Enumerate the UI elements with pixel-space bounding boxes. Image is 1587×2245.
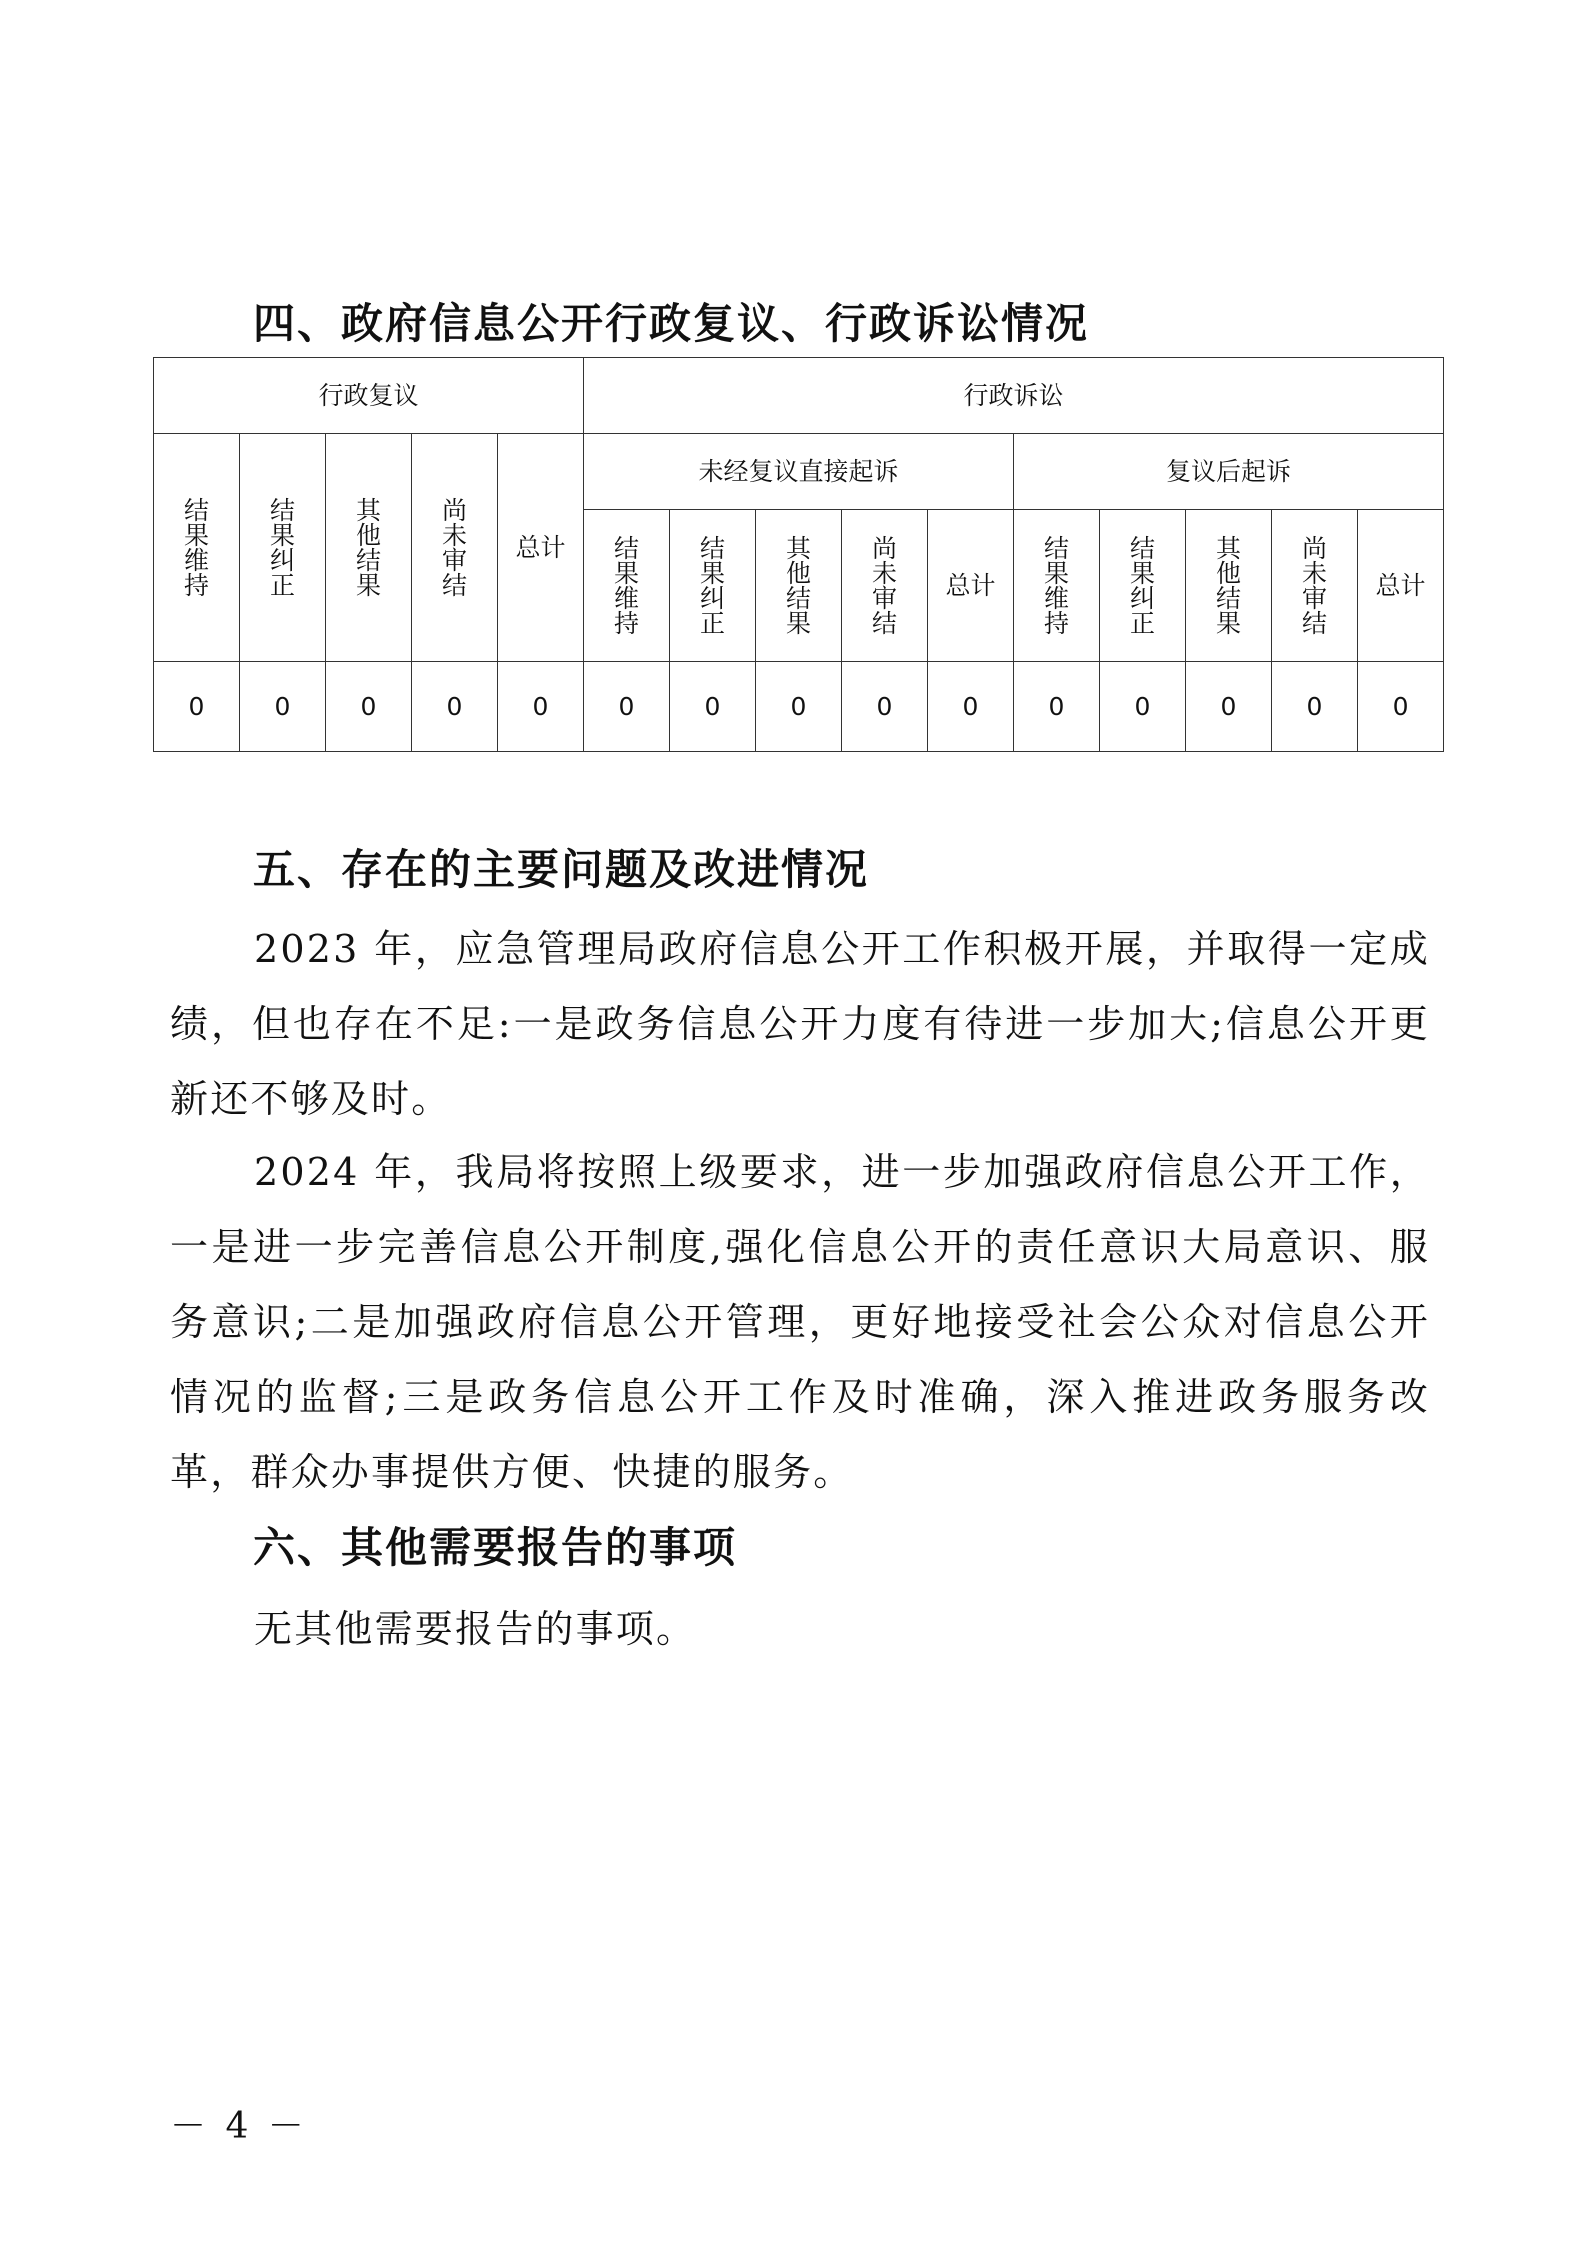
review-col-correct (240, 434, 326, 662)
review-col-pending-label: 尚未审结 (441, 495, 467, 600)
value-cell: 0 (756, 662, 842, 752)
review-col-maintain (154, 434, 240, 662)
value-cell: 0 (842, 662, 928, 752)
direct-col-pending (842, 510, 928, 662)
after-col-maintain (1014, 510, 1100, 662)
header-administrative-review: 行政复议 (154, 358, 584, 434)
section-6-paragraph: 无其他需要报告的事项。 (254, 1607, 697, 1651)
value-cell: 0 (1358, 662, 1444, 752)
value-cell: 0 (1014, 662, 1100, 752)
section-4-heading: 四、政府信息公开行政复议、行政诉讼情况 (253, 299, 1090, 348)
header-direct-lawsuit: 未经复议直接起诉 (584, 434, 1014, 510)
header-administrative-litigation: 行政诉讼 (584, 358, 1444, 434)
section-6-heading: 六、其他需要报告的事项 (253, 1523, 738, 1572)
value-cell: 0 (412, 662, 498, 752)
section-5-paragraph-2023: 2023 年，应急管理局政府信息公开工作积极开展，并取得一定成绩，但也存在不足:一是政务信息公开力度有待进一步加大;信息公开更新还不够及时。 (170, 927, 1430, 1121)
value-cell: 0 (928, 662, 1014, 752)
direct-col-total: 总计 (928, 510, 1014, 662)
after-col-other (1186, 510, 1272, 662)
direct-col-maintain-label: 结果维持 (613, 533, 639, 638)
value-cell: 0 (154, 662, 240, 752)
after-col-total: 总计 (1358, 510, 1444, 662)
value-cell: 0 (326, 662, 412, 752)
after-col-maintain-label: 结果维持 (1043, 533, 1069, 638)
page-number: － 4 － (170, 2106, 308, 2147)
review-col-maintain-label: 结果维持 (183, 495, 209, 600)
value-cell: 0 (1100, 662, 1186, 752)
direct-col-maintain (584, 510, 670, 662)
value-cell: 0 (1272, 662, 1358, 752)
direct-col-correct-label: 结果纠正 (699, 533, 725, 638)
direct-col-correct (670, 510, 756, 662)
review-col-correct-label: 结果纠正 (269, 495, 295, 600)
value-cell: 0 (670, 662, 756, 752)
section-5-heading: 五、存在的主要问题及改进情况 (253, 845, 870, 894)
after-col-pending (1272, 510, 1358, 662)
direct-col-pending-label: 尚未审结 (871, 533, 897, 638)
after-col-other-label: 其他结果 (1215, 533, 1241, 638)
value-cell: 0 (1186, 662, 1272, 752)
after-col-pending-label: 尚未审结 (1301, 533, 1327, 638)
review-col-other-label: 其他结果 (355, 495, 381, 600)
value-cell: 0 (584, 662, 670, 752)
direct-col-other (756, 510, 842, 662)
direct-col-other-label: 其他结果 (785, 533, 811, 638)
after-col-correct-label: 结果纠正 (1129, 533, 1155, 638)
review-col-pending (412, 434, 498, 662)
review-col-total: 总计 (498, 434, 584, 662)
value-cell: 0 (498, 662, 584, 752)
value-cell: 0 (240, 662, 326, 752)
after-col-correct (1100, 510, 1186, 662)
header-lawsuit-after-review: 复议后起诉 (1014, 434, 1444, 510)
review-col-other (326, 434, 412, 662)
review-litigation-table (153, 357, 1444, 752)
section-5-paragraph-2024: 2024 年，我局将按照上级要求，进一步加强政府信息公开工作，一是进一步完善信息公开制度,强化信息公开的责任意识大局意识、服务意识;二是加强政府信息公开管理，更好地接受社会公众对信息公开情况的监督;三是政务信息公开工作及时准确，深入推进政务服务改革，群众办事提供方便、快捷的服务。 (170, 1150, 1430, 1494)
